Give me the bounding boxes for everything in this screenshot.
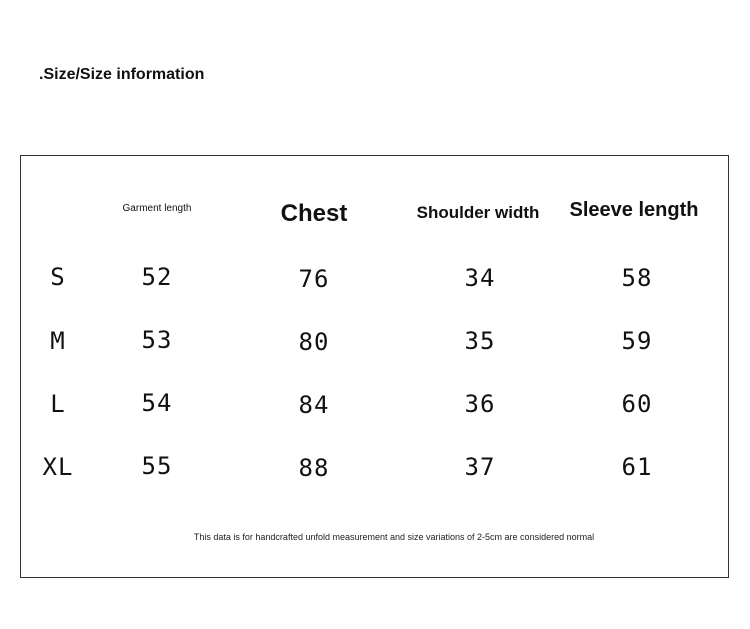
cell-garment-length: 54 — [141, 389, 173, 417]
cell-garment-length: 53 — [141, 326, 173, 354]
cell-chest: 88 — [298, 454, 330, 482]
cell-chest: 80 — [298, 328, 330, 356]
cell-shoulder-width: 34 — [464, 264, 496, 292]
header-shoulder-width: Shoulder width — [416, 203, 540, 222]
cell-sleeve-length: 58 — [621, 264, 653, 292]
cell-garment-length: 52 — [141, 263, 173, 291]
header-garment-length: Garment length — [122, 203, 192, 214]
cell-shoulder-width: 37 — [464, 453, 496, 481]
cell-sleeve-length: 60 — [621, 390, 653, 418]
header-sleeve-length: Sleeve length — [569, 199, 699, 221]
header-chest: Chest — [280, 200, 348, 227]
cell-sleeve-length: 59 — [621, 327, 653, 355]
cell-chest: 76 — [298, 265, 330, 293]
measurement-footnote: This data is for handcrafted unfold measurement and size variations of 2-5cm are considered normal — [193, 532, 595, 542]
row-size-label: S — [50, 263, 66, 291]
cell-shoulder-width: 36 — [464, 390, 496, 418]
row-size-label: M — [50, 327, 66, 355]
cell-garment-length: 55 — [141, 452, 173, 480]
cell-sleeve-length: 61 — [621, 453, 653, 481]
page-title: .Size/Size information — [39, 66, 205, 83]
cell-shoulder-width: 35 — [464, 327, 496, 355]
row-size-label: XL — [42, 453, 74, 481]
row-size-label: L — [50, 390, 66, 418]
cell-chest: 84 — [298, 391, 330, 419]
